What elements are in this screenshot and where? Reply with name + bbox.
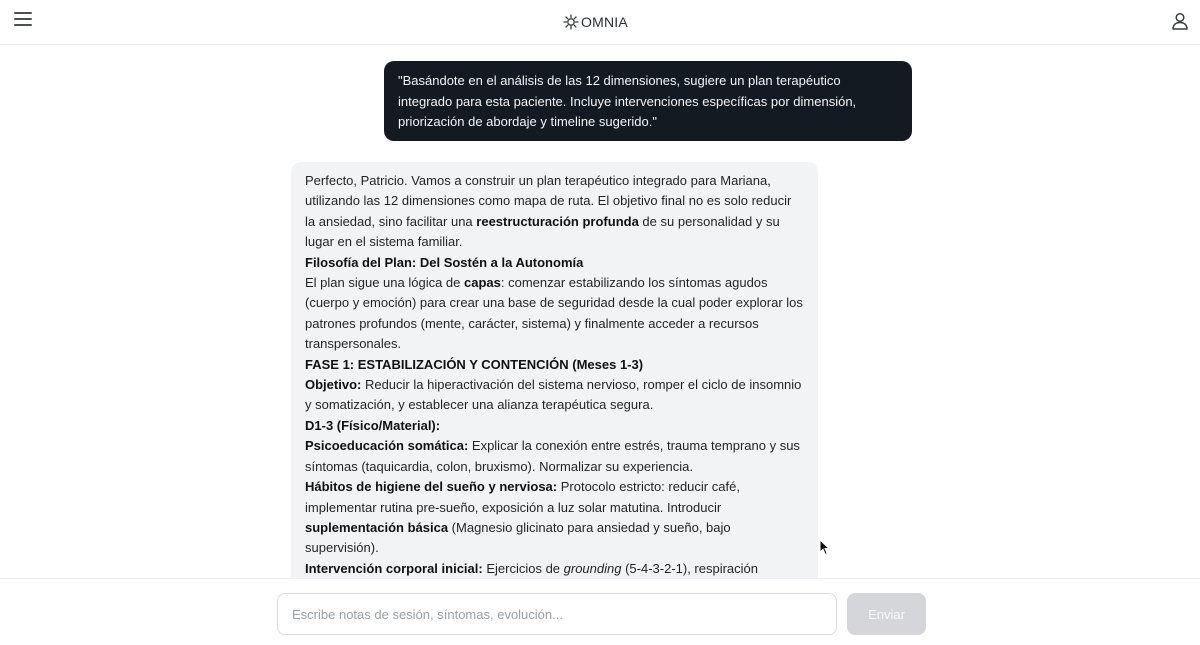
psychoeducation-item: Psicoeducación somática: Explicar la conexión entre estrés, trauma temprano y sus síntomas (taquicardia, colon, bruxismo). Normalizar su experiencia.: [305, 438, 800, 474]
user-message-text: "Basándote en el análisis de las 12 dimensiones, sugiere un plan terapéutico integrado para esta paciente. Incluye intervenciones específicas por dimensión, priorización de abordaje y timeline sugerido.": [398, 73, 857, 129]
menu-icon[interactable]: [14, 12, 32, 28]
send-button[interactable]: Enviar: [847, 593, 926, 635]
sun-logo-icon: [563, 14, 579, 30]
body-intervention-item: Intervención corporal inicial: Ejercicios de grounding (5-4-3-2-1), respiración: [305, 560, 759, 576]
philosophy-heading: Filosofía del Plan: Del Sostén a la Autonomía: [305, 254, 584, 270]
phase1-heading: FASE 1: ESTABILIZACIÓN Y CONTENCIÓN (Meses 1-3): [305, 356, 644, 372]
d13-heading: D1-3 (Físico/Material):: [305, 417, 441, 433]
sleep-hygiene-item: Hábitos de higiene del sueño y nerviosa: Protocolo estricto: reducir café, implementar rutina pre-sueño, exposición a luz solar matutina. Introducir suplementación básica (Magnesio glicinato para ansiedad y sueño, bajo supervisión).: [305, 479, 740, 556]
user-icon[interactable]: [1170, 11, 1190, 31]
top-bar: [0, 0, 1200, 45]
objective-paragraph: Objetivo: Reducir la hiperactivación del sistema nervioso, romper el ciclo de insomnio y somatización, y establecer una alianza terapéutica segura.: [305, 377, 802, 413]
session-notes-input[interactable]: [277, 593, 837, 635]
intro-paragraph: Perfecto, Patricio. Vamos a construir un plan terapéutico integrado para Mariana, utilizando las 12 dimensiones como mapa de ruta. El objetivo final no es solo reducir la ansiedad, sino facilitar una reestructuración profunda de su personalidad y su lugar en el sistema familiar.: [305, 173, 792, 250]
mouse-pointer-icon: [819, 539, 831, 556]
brand-logo: [563, 12, 628, 32]
brand-name: OMNIA: [581, 14, 628, 30]
user-message-bubble: [384, 61, 912, 141]
assistant-message-bubble: [291, 162, 818, 578]
philosophy-paragraph: El plan sigue una lógica de capas: comenzar estabilizando los síntomas agudos (cuerpo y emoción) para crear una base de seguridad desde la cual poder explorar los patrones profundos (mente, carácter, sistema) y finalmente acceder a recursos transpersonales.: [305, 275, 803, 352]
